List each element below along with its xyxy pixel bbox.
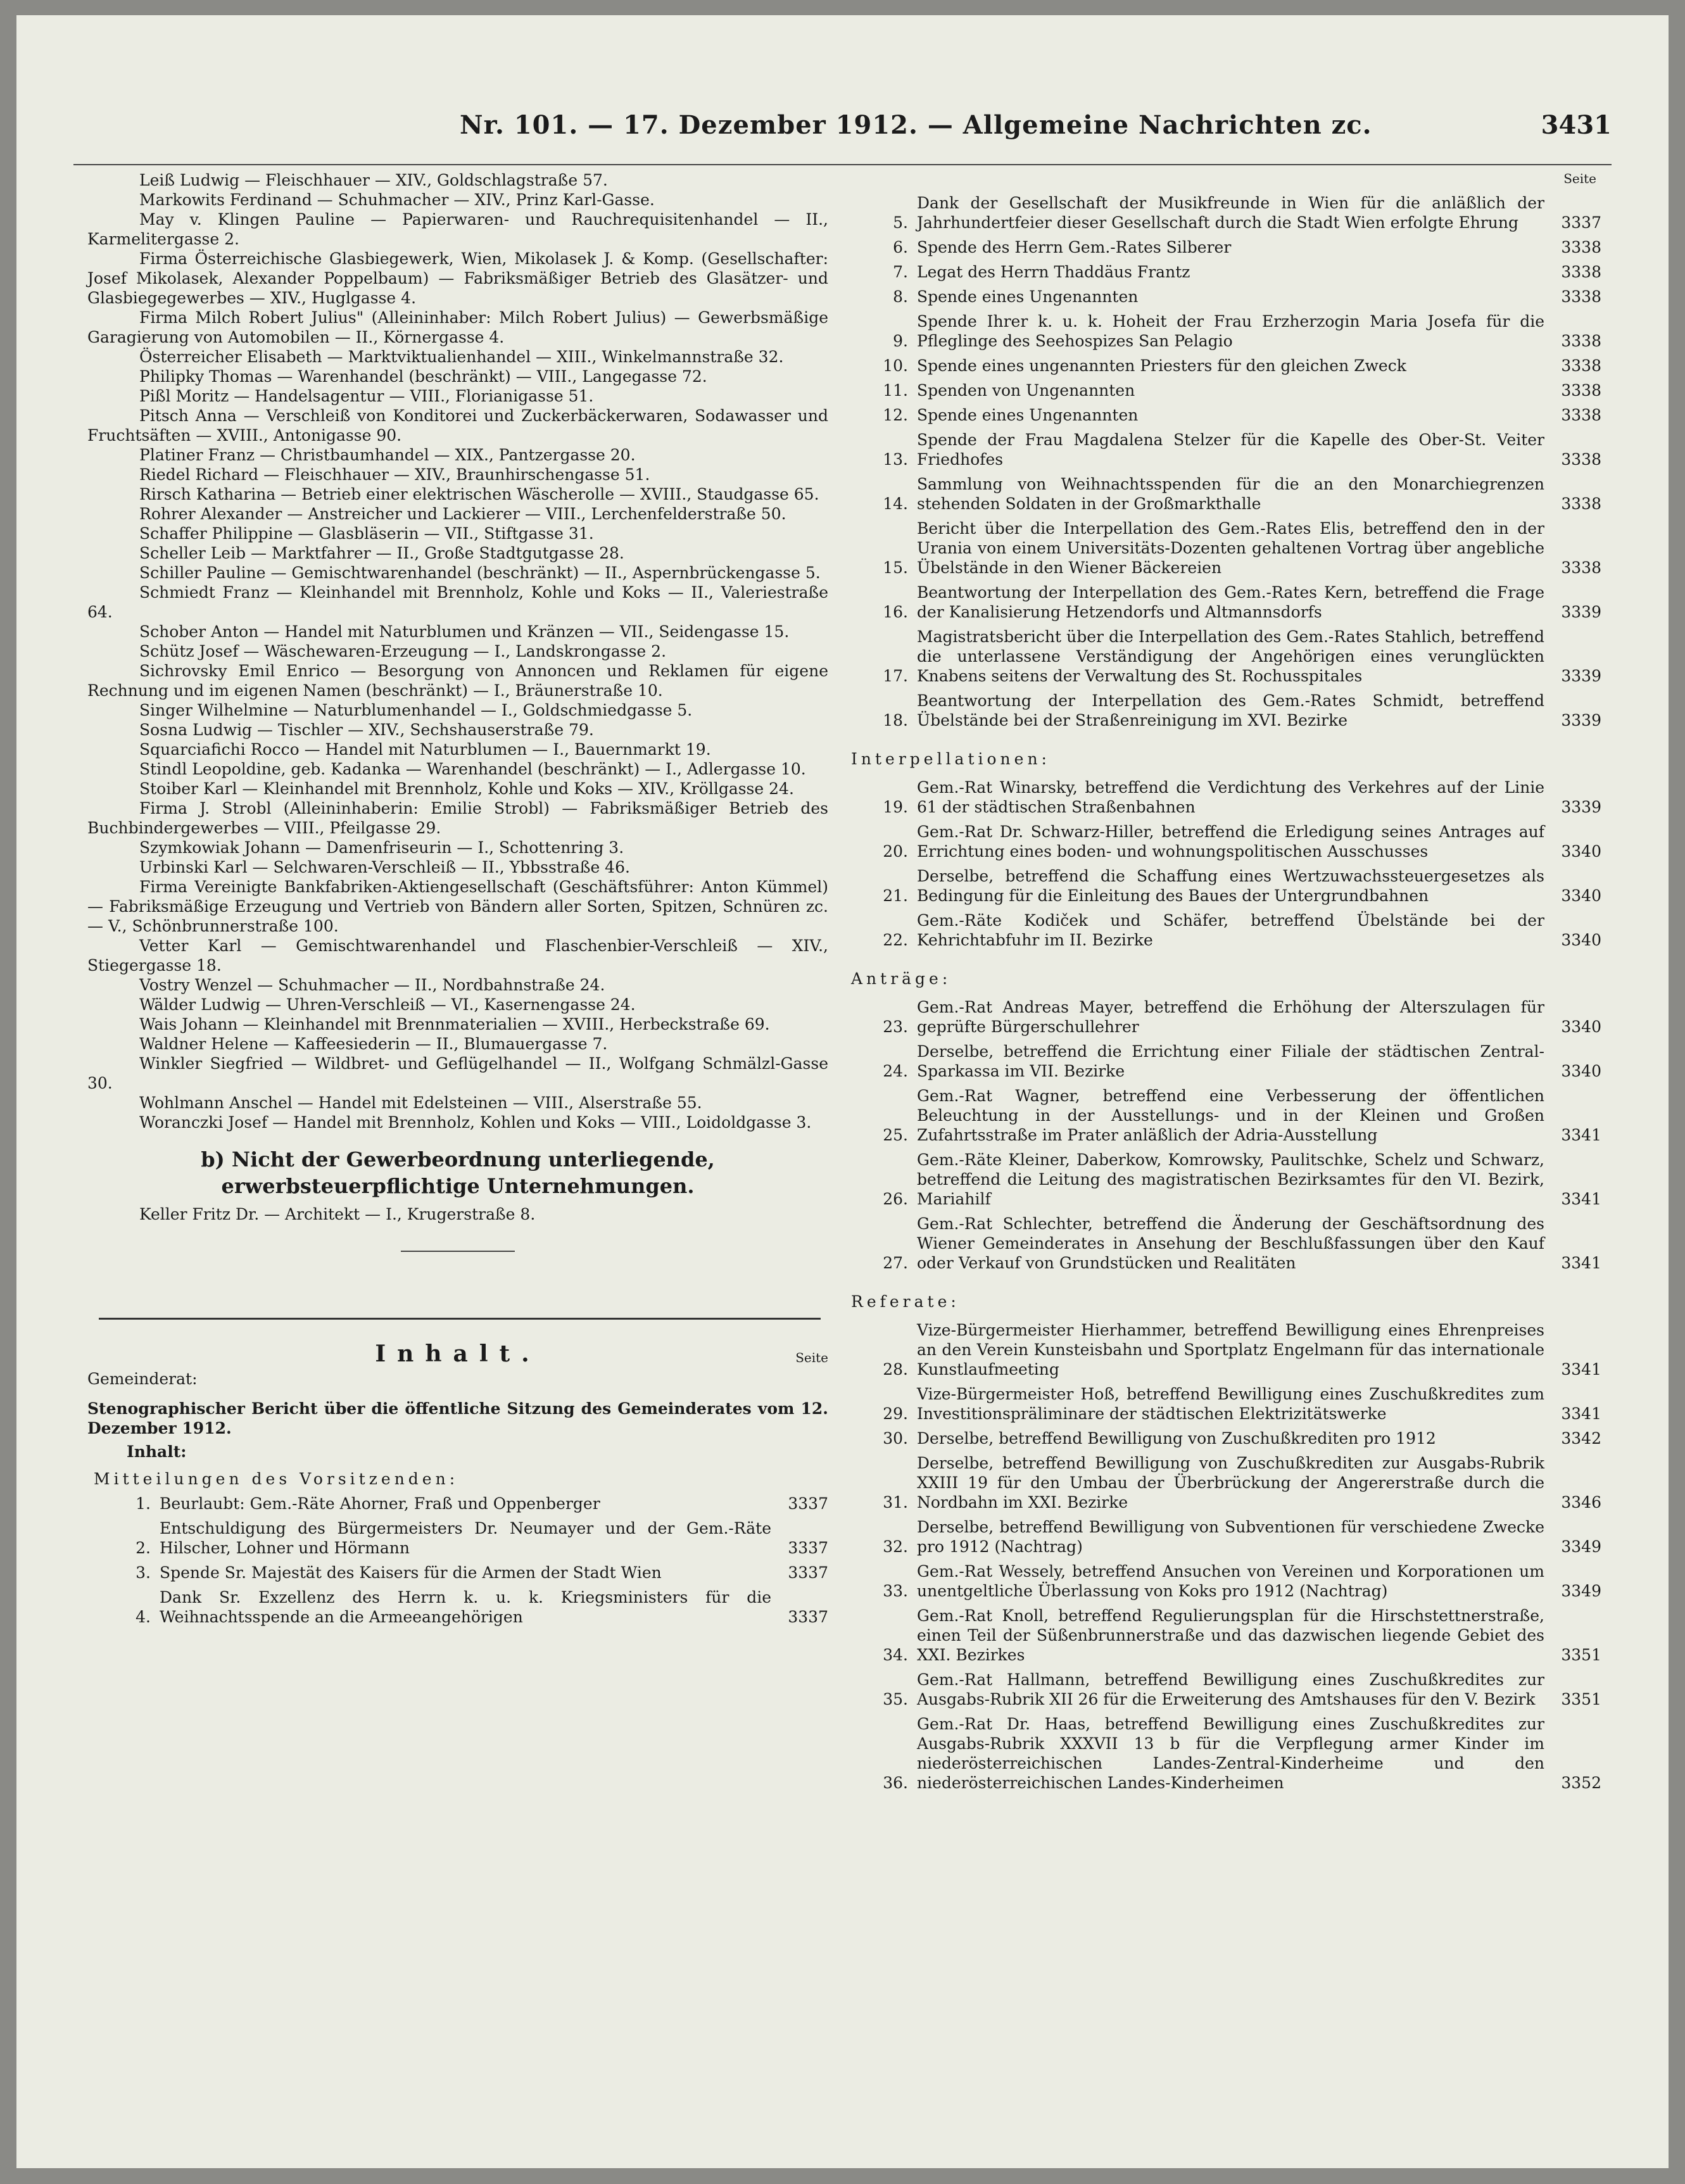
contents-entry	[845, 1320, 1601, 1379]
register-entry: Schmiedt Franz — Kleinhandel mit Brennholz, Kohle und Koks — II., Valeriestraße 64.	[87, 583, 828, 621]
entry-number: 31.	[883, 1493, 908, 1512]
page-column-label: Seite	[1563, 171, 1596, 186]
register-entry: Wälder Ludwig — Uhren-Verschleiß — VI., Kasernengasse 24.	[139, 995, 636, 1014]
register-entry: Singer Wilhelmine — Naturblumenhandel — I., Goldschmiedgasse 5.	[139, 701, 693, 719]
contents-entry	[845, 627, 1601, 686]
entry-page-number: 3340	[1561, 1018, 1601, 1036]
register-entry: Stoiber Karl — Kleinhandel mit Brennholz, Kohle und Koks — XIV., Kröllgasse 24.	[139, 780, 794, 798]
entry-text: Dank der Gesellschaft der Musikfreunde in Wien für die anläßlich der Jahrhundertfeier dieser Gesellschaft durch die Stadt Wien erfolgte Ehrung	[917, 194, 1544, 232]
inhalt-label: Inhalt:	[127, 1442, 187, 1461]
entry-text: Gem.-Rat Dr. Haas, betreffend Bewilligung eines Zuschußkredites zur Ausgabs-Rubrik XXXVII 13 b für die Verpflegung armer Kinder im niederösterreichischen Landes-Zentral-Kinderheime und den niederösterreichischen Landes-Kinderheimen	[917, 1715, 1544, 1792]
entry-page-number: 3340	[1561, 887, 1601, 905]
entry-number: 27.	[883, 1254, 908, 1272]
entry-text: Derselbe, betreffend die Schaffung eines Wertzuwachssteuergesetzes als Bedingung für die Einleitung des Baues der Untergrundbahnen	[917, 867, 1544, 905]
contents-entry	[845, 262, 1601, 282]
entry-number: 20.	[883, 842, 908, 861]
entry-page-number: 3351	[1561, 1646, 1601, 1664]
entry-text: Vize-Bürgermeister Hierhammer, betreffend Bewilligung eines Ehrenpreises an den Verein Kunsteisbahn und Sportplatz Engelmann für das internationale Kunstlaufmeeting	[917, 1321, 1544, 1379]
antraege-list	[845, 997, 1601, 1273]
register-entry: Österreicher Elisabeth — Marktviktualienhandel — XIII., Winkelmannstraße 32.	[139, 348, 784, 366]
entry-number: 22.	[883, 931, 908, 949]
entry-number: 11.	[883, 381, 908, 400]
referate-label: Referate:	[851, 1292, 960, 1311]
contents-entry	[845, 583, 1601, 622]
register-entry: Sichrovsky Emil Enrico — Besorgung von Annoncen und Reklamen für eigene Rechnung und im eigenen Namen (beschränkt) — I., Bräunerstraße 10.	[87, 662, 828, 700]
contents-entry	[845, 1150, 1601, 1209]
section-b-heading: b) Nicht der Gewerbeordnung unterliegende, erwerbsteuerpflichtige Unternehmungen.	[201, 1147, 715, 1198]
entry-text: Spende eines Ungenannten	[917, 406, 1139, 424]
entry-number: 3.	[136, 1563, 151, 1582]
register-entry: Pißl Moritz — Handelsagentur — VIII., Florianigasse 51.	[139, 387, 594, 405]
antraege-label: Anträge:	[851, 969, 952, 988]
entry-text: Gem.-Rat Andreas Mayer, betreffend die Erhöhung der Alterszulagen für geprüfte Bürgerschullehrer	[917, 998, 1544, 1036]
contents-entry	[87, 1588, 828, 1627]
entry-text: Sammlung von Weihnachtsspenden für die an den Monarchiegrenzen stehenden Soldaten in der Großmarkthalle	[917, 475, 1544, 513]
contents-entry	[87, 1518, 828, 1558]
entry-page-number: 3337	[1561, 213, 1601, 232]
entry-text: Vize-Bürgermeister Hoß, betreffend Bewilligung eines Zuschußkredites zum Investitionspräliminare der städtischen Elektrizitätswerke	[917, 1385, 1544, 1423]
entry-page-number: 3339	[1561, 711, 1601, 729]
entry-number: 2.	[136, 1539, 151, 1557]
entry-text: Gem.-Rat Wessely, betreffend Ansuchen von Vereinen und Korporationen um unentgeltliche Überlassung von Koks pro 1912 (Nachtrag)	[917, 1562, 1544, 1600]
contents-entry	[845, 1086, 1601, 1145]
register-entry: Vostry Wenzel — Schuhmacher — II., Nordbahnstraße 24.	[139, 976, 605, 994]
entry-number: 9.	[893, 332, 908, 350]
page-column-label: Seite	[795, 1350, 828, 1365]
contents-entry	[845, 1670, 1601, 1709]
gemeinderat-label: Gemeinderat:	[87, 1370, 198, 1388]
section-divider	[99, 1318, 821, 1320]
running-header: Nr. 101. — 17. Dezember 1912. — Allgemeine Nachrichten zc.	[460, 110, 1372, 140]
entry-page-number: 3339	[1561, 667, 1601, 685]
entry-page-number: 3340	[1561, 1062, 1601, 1080]
register-entry: Firma Österreichische Glasbiegewerk, Wien, Mikolasek J. & Komp. (Gesellschafter: Josef Mikolasek, Alexander Poppelbaum) — Fabriksmäßiger Betrieb des Glasätzer- und Glasbiegegewerbes — XIV., Huglgasse 4.	[87, 249, 828, 307]
entry-text: Spende Ihrer k. u. k. Hoheit der Frau Erzherzogin Maria Josefa für die Pfleglinge des Seehospizes San Pelagio	[917, 312, 1544, 350]
register-entry: Pitsch Anna — Verschleiß von Konditorei und Zuckerbäckerwaren, Sodawasser und Fruchtsäften — XVIII., Antonigasse 90.	[87, 407, 828, 445]
contents-entry	[845, 519, 1601, 578]
register-entry: Schiller Pauline — Gemischtwarenhandel (beschränkt) — II., Aspernbrückengasse 5.	[139, 564, 821, 582]
contents-title	[87, 1339, 828, 1369]
entry-text: Spende der Frau Magdalena Stelzer für die Kapelle des Ober-St. Veiter Friedhofes	[917, 431, 1544, 469]
contents-entry	[845, 1517, 1601, 1556]
entry-text: Spende des Herrn Gem.-Rates Silberer	[917, 238, 1232, 256]
entry-number: 23.	[883, 1018, 908, 1036]
register-entry: Scheller Leib — Marktfahrer — II., Große Stadtgutgasse 28.	[139, 544, 624, 562]
contents-entry	[845, 866, 1601, 906]
contents-entry	[845, 405, 1601, 425]
entry-number: 36.	[883, 1774, 908, 1792]
entry-page-number: 3337	[788, 1494, 828, 1513]
entry-number: 35.	[883, 1690, 908, 1708]
entry-text: Beantwortung der Interpellation des Gem.-Rates Kern, betreffend die Frage der Kanalisierung Hetzendorfs und Altmannsdorfs	[917, 583, 1544, 621]
entry-page-number: 3340	[1561, 842, 1601, 861]
register-entry: Rohrer Alexander — Anstreicher und Lackierer — VIII., Lerchenfelderstraße 50.	[139, 505, 786, 523]
register-entry: Riedel Richard — Fleischhauer — XIV., Braunhirschengasse 51.	[139, 465, 650, 484]
register-entry: Schober Anton — Handel mit Naturblumen und Kränzen — VII., Seidengasse 15.	[139, 622, 790, 641]
entry-text: Spende Sr. Majestät des Kaisers für die Armen der Stadt Wien	[160, 1563, 662, 1582]
entry-number: 24.	[883, 1062, 908, 1080]
entry-page-number: 3338	[1561, 357, 1601, 375]
contents-entry	[845, 430, 1601, 469]
entry-page-number: 3341	[1561, 1404, 1601, 1423]
entry-number: 13.	[883, 450, 908, 469]
contents-list	[87, 1494, 828, 1627]
register-entry: Firma Milch Robert Julius" (Alleininhaber: Milch Robert Julius) — Gewerbsmäßige Garagierung von Automobilen — II., Körnergasse 4.	[87, 308, 828, 346]
contents-entry	[845, 312, 1601, 351]
mitteilungen-label: Mitteilungen des Vorsitzenden:	[94, 1470, 459, 1488]
register-entry: Markowits Ferdinand — Schuhmacher — XIV., Prinz Karl-Gasse.	[139, 191, 655, 209]
register-entry: Stindl Leopoldine, geb. Kadanka — Warenhandel (beschränkt) — I., Adlergasse 10.	[139, 760, 806, 778]
entry-page-number: 3338	[1561, 238, 1601, 256]
register-entry: Wohlmann Anschel — Handel mit Edelsteinen — VIII., Alserstraße 55.	[139, 1094, 702, 1112]
contents-list	[845, 193, 1601, 730]
contents-entry	[845, 1384, 1601, 1423]
entry-text: Beurlaubt: Gem.-Räte Ahorner, Fraß und Oppenberger	[160, 1494, 600, 1513]
register-entry: Schaffer Philippine — Glasbläserin — VII., Stiftgasse 31.	[139, 524, 594, 543]
entry-page-number: 3346	[1561, 1493, 1601, 1512]
contents-entry	[845, 822, 1601, 861]
entry-number: 18.	[883, 711, 908, 729]
register-entry: Philipky Thomas — Warenhandel (beschränkt) — VIII., Langegasse 72.	[139, 367, 707, 386]
contents-entry	[845, 691, 1601, 730]
entry-number: 28.	[883, 1360, 908, 1379]
entry-number: 32.	[883, 1537, 908, 1556]
entry-page-number: 3338	[1561, 559, 1601, 577]
register-entry: Woranczki Josef — Handel mit Brennholz, Kohlen und Koks — VIII., Loidoldgasse 3.	[139, 1113, 812, 1132]
entry-page-number: 3352	[1561, 1774, 1601, 1792]
register-entry: Firma Vereinigte Bankfabriken-Aktiengesellschaft (Geschäftsführer: Anton Kümmel) — Fabriksmäßige Erzeugung und Vertrieb von Bändern aller Sorten, Spitzen, Schnüren zc. — V., Schönbrunnerstraße 100.	[87, 878, 828, 935]
right-column	[845, 170, 1601, 1798]
entry-text: Magistratsbericht über die Interpellation des Gem.-Rates Stahlich, betreffend die unterlassene Verständigung der Angehörigen eines verunglückten Knabens seitens der Verwaltung des St. Rochusspitales	[917, 628, 1544, 685]
register-entry: Waldner Helene — Kaffeesiederin — II., Blumauergasse 7.	[139, 1035, 608, 1053]
entry-text: Derselbe, betreffend Bewilligung von Subventionen für verschiedene Zwecke pro 1912 (Nachtrag)	[917, 1518, 1544, 1556]
contents-entry	[845, 1214, 1601, 1273]
entry-page-number: 3338	[1561, 332, 1601, 350]
entry-number: 25.	[883, 1126, 908, 1144]
entry-number: 4.	[136, 1608, 151, 1626]
entry-number: 8.	[893, 287, 908, 306]
entry-text: Spende eines Ungenannten	[917, 287, 1139, 306]
register-entry: Leiß Ludwig — Fleischhauer — XIV., Goldschlagstraße 57.	[139, 171, 608, 189]
business-register-list	[87, 170, 828, 1132]
entry-page-number: 3349	[1561, 1582, 1601, 1600]
page-number: 3431	[1541, 110, 1612, 140]
header-rule	[73, 164, 1612, 165]
entry-page-number: 3337	[788, 1563, 828, 1582]
entry-number: 5.	[893, 213, 908, 232]
register-entry: Winkler Siegfried — Wildbret- und Geflügelhandel — II., Wolfgang Schmälzl-Gasse 30.	[87, 1054, 828, 1092]
entry-page-number: 3337	[788, 1608, 828, 1626]
entry-page-number: 3342	[1561, 1429, 1601, 1448]
entry-page-number: 3338	[1561, 406, 1601, 424]
register-entry: Sosna Ludwig — Tischler — XIV., Sechshauserstraße 79.	[139, 721, 594, 739]
contents-entry	[845, 474, 1601, 514]
entry-text: Derselbe, betreffend Bewilligung von Zuschußkrediten pro 1912	[917, 1429, 1436, 1448]
entry-text: Gem.-Rat Winarsky, betreffend die Verdichtung des Verkehres auf der Linie 61 der städtischen Straßenbahnen	[917, 778, 1544, 816]
entry-number: 12.	[883, 406, 908, 424]
entry-number: 21.	[883, 887, 908, 905]
entry-text: Gem.-Räte Kodiček und Schäfer, betreffend Übelstände bei der Kehrichtabfuhr im II. Bezirke	[917, 911, 1544, 949]
entry-number: 17.	[883, 667, 908, 685]
entry-page-number: 3338	[1561, 287, 1601, 306]
entry-text: Gem.-Rat Wagner, betreffend eine Verbesserung der öffentlichen Beleuchtung in der Ausstellungs- und in der Kleinen und Großen Zufahrtsstraße im Prater anläßlich der Adria-Ausstellung	[917, 1087, 1544, 1144]
entry-text: Gem.-Rat Dr. Schwarz-Hiller, betreffend die Erledigung seines Antrages auf Errichtung eines boden- und wohnungspolitischen Ausschusses	[917, 823, 1544, 861]
contents-entry	[87, 1563, 828, 1582]
contents-entry	[845, 1429, 1601, 1448]
entry-number: 10.	[883, 357, 908, 375]
contents-entry	[845, 1453, 1601, 1512]
document-page	[16, 15, 1669, 2168]
entry-text: Spenden von Ungenannten	[917, 381, 1135, 400]
contents-entry	[845, 997, 1601, 1037]
contents-entry	[845, 356, 1601, 376]
entry-text: Beantwortung der Interpellation des Gem.-Rates Schmidt, betreffend Übelstände bei der Straßenreinigung im XVI. Bezirke	[917, 691, 1544, 729]
contents-entry	[845, 381, 1601, 400]
entry-text: Legat des Herrn Thaddäus Frantz	[917, 263, 1190, 281]
entry-number: 30.	[883, 1429, 908, 1448]
register-entry: Szymkowiak Johann — Damenfriseurin — I., Schottenring 3.	[139, 838, 624, 857]
entry-number: 7.	[893, 263, 908, 281]
entry-text: Spende eines ungenannten Priesters für den gleichen Zweck	[917, 357, 1406, 375]
entry-page-number: 3341	[1561, 1190, 1601, 1208]
entry-text: Bericht über die Interpellation des Gem.-Rates Elis, betreffend den in der Urania von einem Universitäts-Dozenten gehaltenen Vortrag über angebliche Übelstände in den Wiener Bäckereien	[917, 519, 1544, 577]
entry-text: Gem.-Rat Schlechter, betreffend die Änderung der Geschäftsordnung des Wiener Gemeinderates in Ansehung der Beschlußfassungen über den Kauf oder Verkauf von Grundstücken und Realitäten	[917, 1215, 1544, 1272]
register-entry: May v. Klingen Pauline — Papierwaren- und Rauchrequisitenhandel — II., Karmelitergasse 2.	[87, 210, 828, 248]
entry-text: Derselbe, betreffend Bewilligung von Zuschußkrediten zur Ausgabs-Rubrik XXIII 19 für den Umbau der Überbrückung der Angererstraße durch die Nordbahn im XXI. Bezirke	[917, 1454, 1544, 1512]
contents-title-text: Inhalt.	[375, 1341, 541, 1367]
entry-text: Dank Sr. Exzellenz des Herrn k. u. k. Kriegsministers für die Weihnachtsspende an die Armeeangehörigen	[160, 1588, 771, 1626]
entry-number: 6.	[893, 238, 908, 256]
entry-number: 14.	[883, 495, 908, 513]
entry-number: 26.	[883, 1190, 908, 1208]
contents-entry	[845, 193, 1601, 232]
entry-page-number: 3337	[788, 1539, 828, 1557]
register-entry: Keller Fritz Dr. — Architekt — I., Krugerstraße 8.	[139, 1205, 536, 1223]
interpellationen-label: Interpellationen:	[851, 750, 1051, 768]
entry-page-number: 3351	[1561, 1690, 1601, 1708]
entry-page-number: 3338	[1561, 495, 1601, 513]
left-column	[87, 170, 828, 1632]
register-entry: Schütz Josef — Wäschewaren-Erzeugung — I., Landskrongasse 2.	[139, 642, 667, 660]
entry-number: 16.	[883, 603, 908, 621]
entry-page-number: 3338	[1561, 263, 1601, 281]
contents-entry	[845, 911, 1601, 950]
register-entry: Wais Johann — Kleinhandel mit Brennmaterialien — XVIII., Herbeckstraße 69.	[139, 1015, 770, 1033]
contents-entry	[845, 287, 1601, 306]
contents-entry	[845, 778, 1601, 817]
contents-entry	[845, 1714, 1601, 1793]
register-entry: Urbinski Karl — Selchwaren-Verschleiß — II., Ybbsstraße 46.	[139, 858, 630, 876]
entry-text: Entschuldigung des Bürgermeisters Dr. Neumayer und der Gem.-Räte Hilscher, Lohner und Hörmann	[160, 1519, 771, 1557]
register-entry: Squarciafichi Rocco — Handel mit Naturblumen — I., Bauernmarkt 19.	[139, 740, 711, 759]
entry-text: Gem.-Rat Hallmann, betreffend Bewilligung eines Zuschußkredites zur Ausgabs-Rubrik XII 26 für die Erweiterung des Amtshauses für den V. Bezirk	[917, 1670, 1544, 1708]
register-entry: Vetter Karl — Gemischtwarenhandel und Flaschenbier-Verschleiß — XIV., Stiegergasse 18.	[87, 937, 828, 975]
entry-text: Derselbe, betreffend die Errichtung einer Filiale der städtischen Zentral-Sparkassa im VII. Bezirke	[917, 1042, 1544, 1080]
contents-entry	[87, 1494, 828, 1513]
entry-page-number: 3340	[1561, 931, 1601, 949]
contents-entry	[845, 1042, 1601, 1081]
register-entry: Rirsch Katharina — Betrieb einer elektrischen Wäscherolle — XVIII., Staudgasse 65.	[139, 485, 819, 503]
entry-number: 15.	[883, 559, 908, 577]
entry-page-number: 3341	[1561, 1126, 1601, 1144]
contents-entry	[845, 237, 1601, 257]
contents-entry	[845, 1562, 1601, 1601]
entry-text: Gem.-Räte Kleiner, Daberkow, Komrowsky, Paulitschke, Schelz und Schwarz, betreffend die Leitung des magistratischen Bezirksamtes für den VI. Bezirk, Mariahilf	[917, 1151, 1544, 1208]
divider	[401, 1251, 515, 1252]
entry-page-number: 3339	[1561, 603, 1601, 621]
entry-page-number: 3339	[1561, 798, 1601, 816]
entry-text: Gem.-Rat Knoll, betreffend Regulierungsplan für die Hirschstettnerstraße, einen Teil der Süßenbrunnerstraße und das dazwischen liegende Gebiet des XXI. Bezirkes	[917, 1606, 1544, 1664]
entry-page-number: 3338	[1561, 381, 1601, 400]
entry-page-number: 3338	[1561, 450, 1601, 469]
entry-number: 34.	[883, 1646, 908, 1664]
entry-page-number: 3341	[1561, 1360, 1601, 1379]
interpellationen-list	[845, 778, 1601, 950]
referate-list	[845, 1320, 1601, 1793]
entry-page-number: 3349	[1561, 1537, 1601, 1556]
contents-entry	[845, 1606, 1601, 1665]
entry-number: 33.	[883, 1582, 908, 1600]
session-report-title: Stenographischer Bericht über die öffentliche Sitzung des Gemeinderates vom 12. Dezember 1912.	[87, 1399, 828, 1437]
entry-number: 1.	[136, 1494, 151, 1513]
entry-number: 19.	[883, 798, 908, 816]
register-entry: Firma J. Strobl (Alleininhaberin: Emilie Strobl) — Fabriksmäßiger Betrieb des Buchbindergewerbes — VIII., Pfeilgasse 29.	[87, 799, 828, 837]
entry-page-number: 3341	[1561, 1254, 1601, 1272]
entry-number: 29.	[883, 1404, 908, 1423]
register-entry: Platiner Franz — Christbaumhandel — XIX., Pantzergasse 20.	[139, 446, 636, 464]
